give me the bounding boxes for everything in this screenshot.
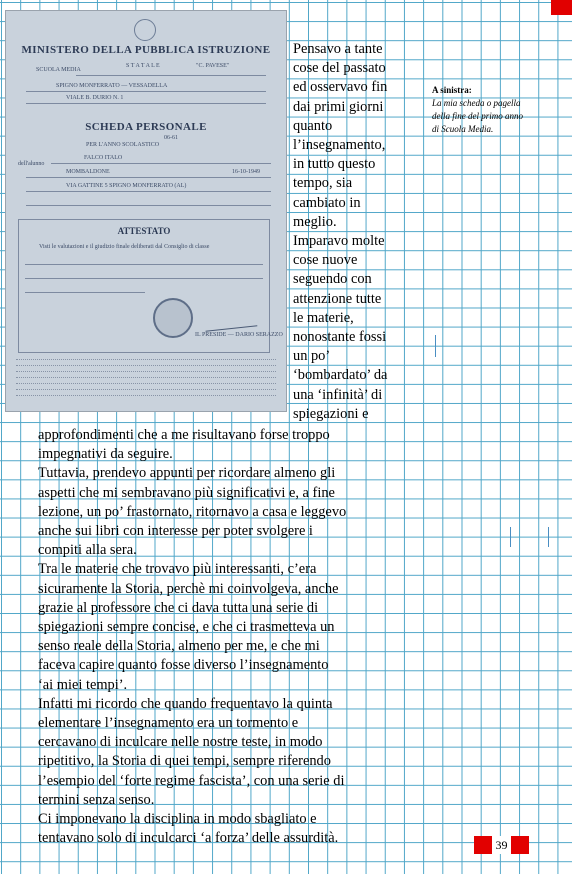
text-line: in tutto questo [293,156,376,173]
report-card-scan [5,10,287,412]
scan-address-line: VIALE B. DURIO N. 1 [66,95,124,101]
signature-scribble [205,317,258,331]
text-line: cose del passato [293,60,386,77]
text-line: nonostante fossi [293,329,387,346]
text-line: attenzione tutte [293,290,382,307]
text-line: compiti alla sera. [38,542,137,559]
text-line: cose nuove [293,252,358,269]
text-line: ed osservavo fin [293,79,388,96]
text-line: impegnativi da seguire. [38,446,173,463]
text-line: un po’ [293,348,331,365]
text-line: Imparavo molte [293,233,385,250]
caption-line: della fine del primo anno [432,111,523,121]
text-line: spiegazioni sempre concise, e che ci trasmetteva un [38,619,335,636]
text-line: tempo, sia [293,175,353,192]
page-number-left-marker [474,836,492,854]
text-line: lezione, un po’ frastornato, ritornavo a casa e leggevo [38,503,347,520]
scan-document-title: SCHEDA PERSONALE [85,121,207,133]
main-text-column [38,426,438,848]
margin-tick [548,527,549,547]
scan-birth-date: 16-10-1949 [232,169,260,175]
attestato-line: Visti le valutazioni e il giudizio finale deliberati dal Consiglio di classe [39,244,210,250]
text-line: termini senza senso. [38,791,155,808]
margin-tick [435,335,436,357]
text-line: l’insegnamento, [293,137,386,154]
text-line: Infatti mi ricordo che quando frequentavo la quinta [38,695,333,712]
text-line: ‘ai miei tempi’. [38,676,128,693]
page-number: 39 [492,836,511,854]
text-line: quanto [293,117,333,134]
scan-birth-place: MOMBALDONE [66,169,110,175]
scan-school-year: 06-61 [164,135,178,141]
text-line: sicuramente la Storia, perchè mi coinvolgeva, anche [38,580,339,597]
text-line: Tra le materie che trovavo più interessanti, c’era [38,561,317,578]
page-number-right-marker [511,836,529,854]
text-line: elementare l’insegnamento era un tormento e [38,715,299,732]
attestato-box [18,219,283,353]
text-line: l’esempio del ‘forte regime fascista’, con una serie di [38,772,345,789]
text-line: cambiato in [293,194,361,211]
scan-section-line: SPIGNO MONFERRATO — VESSADELLA [56,83,168,89]
scan-footnotes [16,359,276,401]
text-line: tentavano solo di inculcarci ‘a forza’ delle assurdità. [38,830,339,847]
attestato-title: ATTESTATO [117,226,171,236]
scan-school-type: SCUOLA MEDIA [36,67,81,73]
caption-line: La mia scheda o pagella [432,98,521,108]
caption-line: di Scuola Media. [432,124,494,134]
scan-ministry-title: MINISTERO DELLA PUBBLICA ISTRUZIONE [21,44,271,56]
text-line: spiegazioni e [293,405,369,422]
text-line: anche sui libri con interesse per poter svolgere i [38,523,313,540]
text-line: le materie, [293,309,354,326]
scan-school-kind: S T A T A L E [126,63,160,69]
right-text-column [293,40,421,424]
scan-subtitle: PER L'ANNO SCOLASTICO [86,142,160,148]
corner-red-tab [551,0,572,15]
caption-heading: A sinistra: [432,85,472,95]
text-line: meglio. [293,213,337,230]
scan-residence: VIA GATTINE 5 SPIGNO MONFERRATO (AL) [66,183,187,189]
text-line: senso reale della Storia, almeno per me, e che mi [38,638,320,655]
scan-pupil-name: FALCO ITALO [84,155,123,161]
signature-caption: IL PRESIDE — DARIO SERAZZO [195,332,283,338]
text-line: Ci imponevano la disciplina in modo sbagliato e [38,811,317,828]
text-line: una ‘infinità’ di [293,386,383,403]
text-line: dai primi giorni [293,98,384,115]
official-seal-icon [153,298,193,338]
scan-school-name: "C. PAVESE" [196,63,230,69]
text-line: grazie al professore che ci dava tutta una serie di [38,599,319,616]
text-line: seguendo con [293,271,372,288]
emblem-icon [134,19,156,41]
photo-caption [432,84,560,136]
text-line: Pensavo a tante [293,41,383,57]
text-line: aspetti che mi sembravano più significativi e, a fine [38,484,335,501]
scan-pupil-label: dell'alunno [18,161,45,167]
text-line: approfondimenti che a me risultavano forse troppo [38,427,330,443]
text-line: ripetitivo, la Storia di quei tempi, sempre riferendo [38,753,331,770]
text-line: faceva capire quanto fosse diverso l’insegnamento [38,657,329,674]
text-line: Tuttavia, prendevo appunti per ricordare almeno gli [38,465,336,482]
text-line: ‘bombardato’ da [293,367,388,384]
text-line: cercavano di inculcare nelle nostre teste, in modo [38,734,323,751]
margin-tick [510,527,511,547]
